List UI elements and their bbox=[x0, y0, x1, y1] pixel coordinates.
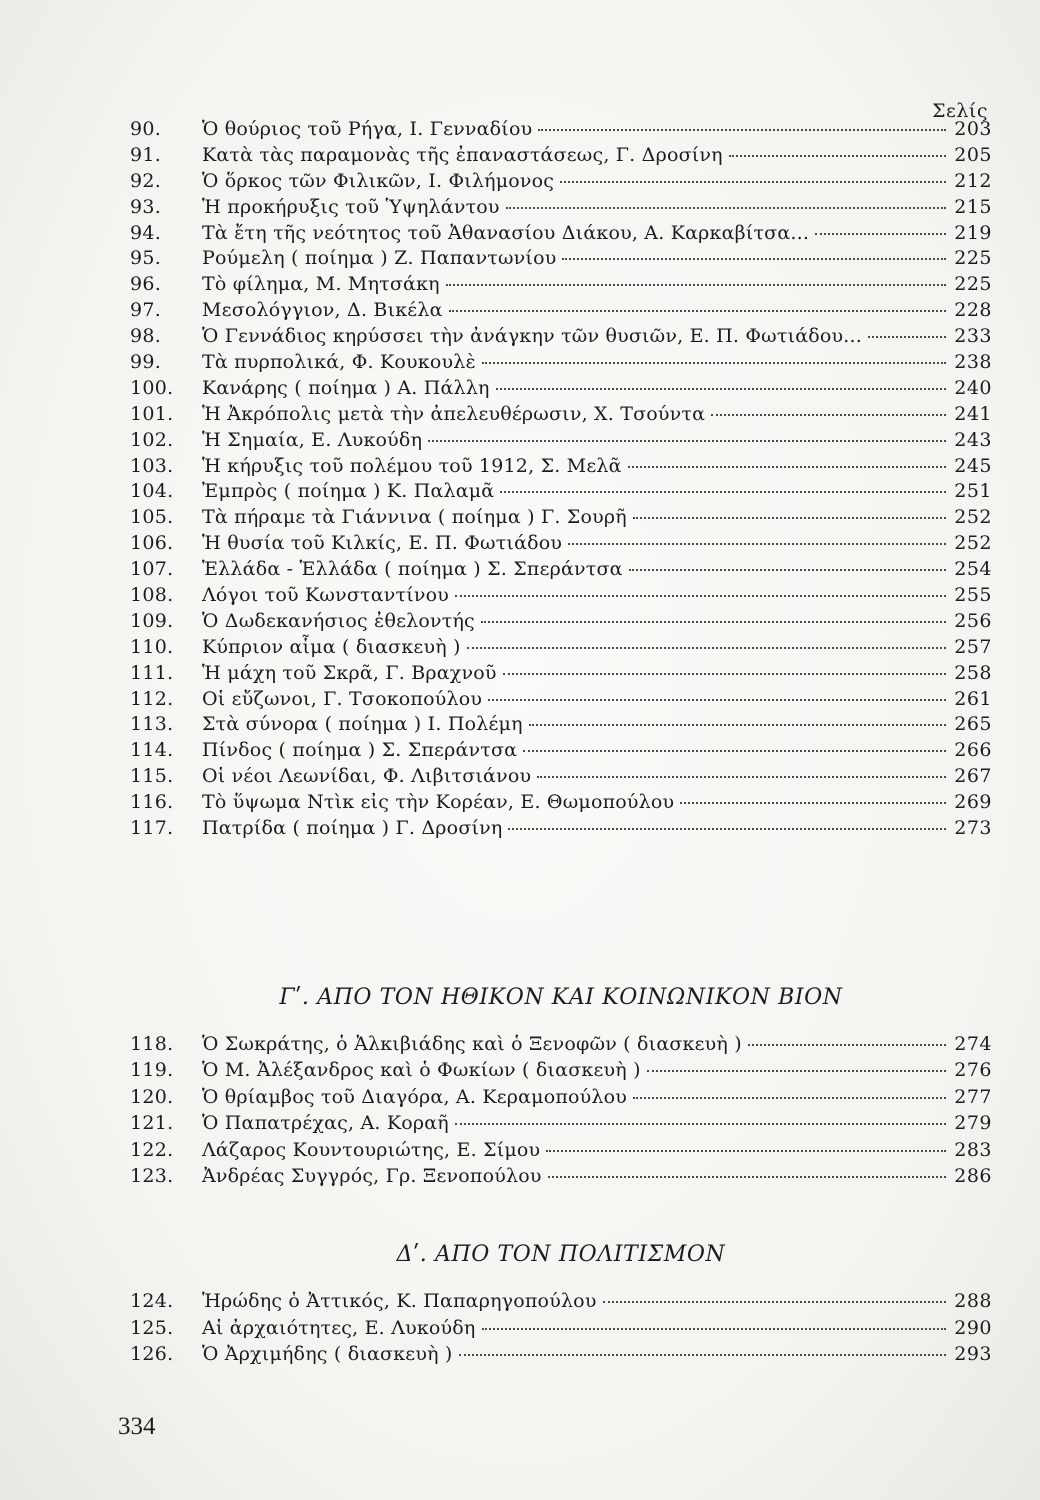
page-number: 334 bbox=[118, 1413, 156, 1440]
entry-number: 96. bbox=[130, 273, 162, 296]
entry-page-number: 276 bbox=[954, 1059, 992, 1082]
entry-number: 109. bbox=[130, 609, 174, 632]
entry-number: 115. bbox=[130, 765, 174, 788]
entry-page-number: 293 bbox=[954, 1343, 992, 1366]
dot-leader bbox=[629, 569, 946, 571]
entry-number: 117. bbox=[130, 817, 174, 840]
toc-entry bbox=[130, 558, 992, 584]
entry-title: Στὰ σύνορα ( ποίημα ) Ι. Πολέμη bbox=[202, 713, 523, 736]
entry-title: Τὸ ὕψωμα Ντὶκ εἰς τὴν Κορέαν, Ε. Θωμοπούλου bbox=[202, 791, 675, 814]
entry-number: 121. bbox=[130, 1112, 174, 1135]
entry-page-number: 225 bbox=[954, 273, 992, 296]
entry-number: 108. bbox=[130, 584, 174, 607]
dot-leader bbox=[647, 1070, 946, 1072]
toc-entry bbox=[130, 1317, 992, 1344]
dot-leader bbox=[529, 724, 946, 726]
entry-number: 113. bbox=[130, 713, 174, 736]
toc-entry bbox=[130, 325, 992, 351]
entry-title: Ἡ Ἀκρόπολις μετὰ τὴν ἀπελευθέρωσιν, Χ. Τσούντα bbox=[202, 402, 706, 425]
entry-number: 94. bbox=[130, 221, 162, 244]
toc-entry bbox=[130, 791, 992, 817]
entry-page-number: 283 bbox=[954, 1138, 992, 1161]
dot-leader bbox=[467, 647, 946, 649]
entry-number: 119. bbox=[130, 1059, 174, 1082]
page-column-header: Σελίς bbox=[932, 100, 988, 122]
entry-page-number: 265 bbox=[954, 713, 992, 736]
dot-leader bbox=[537, 776, 946, 778]
entry-page-number: 255 bbox=[954, 584, 992, 607]
entry-title: Ὁ Γεννάδιος κηρύσσει τὴν ἀνάγκην τῶν θυσιῶν, Ε. Π. Φωτιάδου... bbox=[202, 325, 863, 348]
entry-page-number: 233 bbox=[954, 325, 992, 348]
dot-leader bbox=[815, 233, 946, 235]
entry-title: Τὸ φίλημα, Μ. Μητσάκη bbox=[202, 273, 440, 296]
toc-entry bbox=[130, 1290, 992, 1317]
toc-entry bbox=[130, 1343, 992, 1370]
entry-page-number: 266 bbox=[954, 739, 992, 762]
toc-entry bbox=[130, 506, 992, 532]
entry-page-number: 256 bbox=[954, 609, 992, 632]
entry-title: Οἱ εὔζωνοι, Γ. Τσοκοπούλου bbox=[202, 687, 483, 710]
toc-entry bbox=[130, 170, 992, 196]
toc-entry bbox=[130, 662, 992, 688]
entry-title: Ἀνδρέας Συγγρός, Γρ. Ξενοπούλου bbox=[202, 1164, 542, 1187]
entry-page-number: 251 bbox=[954, 480, 992, 503]
dot-leader bbox=[482, 1328, 946, 1330]
toc-entry bbox=[130, 480, 992, 506]
entry-page-number: 261 bbox=[954, 687, 992, 710]
toc-entry bbox=[130, 636, 992, 662]
entry-title: Οἱ νέοι Λεωνίδαι, Φ. Λιβιτσιάνου bbox=[202, 765, 532, 788]
entry-page-number: 252 bbox=[954, 532, 992, 555]
entry-title: Ὁ ὅρκος τῶν Φιλικῶν, Ι. Φιλήμονος bbox=[202, 169, 555, 192]
dot-leader bbox=[455, 595, 946, 597]
entry-page-number: 286 bbox=[954, 1164, 992, 1187]
entry-page-number: 215 bbox=[954, 195, 992, 218]
dot-leader bbox=[500, 491, 946, 493]
entry-title: Ἡ θυσία τοῦ Κιλκίς, Ε. Π. Φωτιάδου bbox=[202, 532, 563, 555]
dot-leader bbox=[538, 129, 946, 131]
entry-number: 91. bbox=[130, 143, 162, 166]
dot-leader bbox=[446, 284, 946, 286]
entry-title: Μεσολόγγιον, Δ. Βικέλα bbox=[202, 299, 443, 322]
dot-leader bbox=[482, 362, 946, 364]
dot-leader bbox=[603, 1301, 946, 1303]
toc-entry bbox=[130, 688, 992, 714]
entry-title: Ἡ προκήρυξις τοῦ Ὑψηλάντου bbox=[202, 195, 500, 218]
dot-leader bbox=[449, 310, 946, 312]
dot-leader bbox=[729, 155, 946, 157]
entry-page-number: 288 bbox=[954, 1290, 992, 1312]
dot-leader bbox=[680, 802, 946, 804]
entry-title: Ἡρώδης ὁ Ἀττικός, Κ. Παπαρηγοπούλου bbox=[202, 1290, 597, 1312]
entry-page-number: 243 bbox=[954, 428, 992, 451]
toc-entry bbox=[130, 351, 992, 377]
entry-page-number: 252 bbox=[954, 506, 992, 529]
entry-page-number: 258 bbox=[954, 661, 992, 684]
dot-leader bbox=[455, 1123, 946, 1125]
entry-page-number: 290 bbox=[954, 1316, 992, 1339]
entry-page-number: 267 bbox=[954, 765, 992, 788]
toc-entry bbox=[130, 299, 992, 325]
entry-page-number: 241 bbox=[954, 402, 992, 425]
toc-entry bbox=[130, 765, 992, 791]
entry-title: Ὁ Ἀρχιμήδης ( διασκευὴ ) bbox=[202, 1343, 453, 1366]
entry-number: 107. bbox=[130, 558, 174, 581]
entry-title: Κύπριον αἷμα ( διασκευὴ ) bbox=[202, 635, 461, 658]
dot-leader bbox=[428, 440, 946, 442]
entry-page-number: 273 bbox=[954, 817, 992, 840]
entry-number: 122. bbox=[130, 1138, 174, 1161]
toc-entry bbox=[130, 403, 992, 429]
entry-number: 102. bbox=[130, 428, 174, 451]
entry-number: 123. bbox=[130, 1164, 174, 1187]
entry-page-number: 228 bbox=[954, 299, 992, 322]
dot-leader bbox=[562, 258, 946, 260]
entry-number: 101. bbox=[130, 402, 174, 425]
toc-entry bbox=[130, 273, 992, 299]
toc-entry bbox=[130, 455, 992, 481]
toc-entry bbox=[130, 739, 992, 765]
entry-title: Ὁ Μ. Ἀλέξανδρος καὶ ὁ Φωκίων ( διασκευὴ ) bbox=[202, 1059, 641, 1082]
toc-entry bbox=[130, 1059, 992, 1085]
entry-title: Τὰ πήραμε τὰ Γιάννινα ( ποίημα ) Γ. Σουρῆ bbox=[202, 506, 627, 529]
toc-section-3 bbox=[130, 1290, 992, 1370]
toc-entry bbox=[130, 1112, 992, 1138]
entry-number: 126. bbox=[130, 1343, 174, 1366]
entry-page-number: 245 bbox=[954, 454, 992, 477]
toc-entry bbox=[130, 429, 992, 455]
entry-title: Ἐμπρὸς ( ποίημα ) Κ. Παλαμᾶ bbox=[202, 480, 495, 503]
dot-leader bbox=[568, 543, 946, 545]
entry-number: 106. bbox=[130, 532, 174, 555]
entry-title: Ρούμελη ( ποίημα ) Ζ. Παπαντωνίου bbox=[202, 247, 557, 270]
entry-title: Αἱ ἀρχαιότητες, Ε. Λυκούδη bbox=[202, 1316, 476, 1339]
entry-number: 95. bbox=[130, 247, 162, 270]
entry-number: 116. bbox=[130, 791, 174, 814]
entry-page-number: 279 bbox=[954, 1112, 992, 1135]
toc-entry bbox=[130, 1086, 992, 1112]
entry-title: Ὁ Σωκράτης, ὁ Ἀλκιβιάδης καὶ ὁ Ξενοφῶν ( διασκευὴ ) bbox=[202, 1033, 742, 1055]
entry-number: 100. bbox=[130, 376, 174, 399]
toc-entry bbox=[130, 118, 992, 144]
section-heading-civilization: Δʹ. ΑΠΟ ΤΟΝ ΠΟΛΙΤΙΣΜΟΝ bbox=[396, 1242, 726, 1267]
entry-title: Ἡ μάχη τοῦ Σκρᾶ, Γ. Βραχνοῦ bbox=[202, 661, 497, 684]
section-heading-ethical-social: Γʹ. ΑΠΟ ΤΟΝ ΗΘΙΚΟΝ ΚΑΙ ΚΟΙΝΩΝΙΚΟΝ ΒΙΟΝ bbox=[279, 985, 843, 1010]
toc-entry bbox=[130, 247, 992, 273]
entry-title: Τὰ ἔτη τῆς νεότητος τοῦ Ἀθανασίου Διάκου, Α. Καρκαβίτσα... bbox=[202, 221, 810, 244]
toc-entry bbox=[130, 817, 992, 843]
dot-leader bbox=[496, 388, 946, 390]
toc-entry bbox=[130, 532, 992, 558]
toc-entry bbox=[130, 1033, 992, 1059]
entry-title: Ὁ Παπατρέχας, Α. Κοραῆ bbox=[202, 1112, 449, 1135]
entry-number: 93. bbox=[130, 195, 162, 218]
entry-title: Πίνδος ( ποίημα ) Σ. Σπεράντσα bbox=[202, 739, 518, 762]
dot-leader bbox=[523, 750, 946, 752]
dot-leader bbox=[711, 414, 946, 416]
entry-number: 90. bbox=[130, 118, 162, 140]
entry-number: 97. bbox=[130, 299, 162, 322]
entry-page-number: 238 bbox=[954, 351, 992, 374]
entry-title: Λάζαρος Κουντουριώτης, Ε. Σίμου bbox=[202, 1138, 541, 1161]
entry-page-number: 205 bbox=[954, 143, 992, 166]
toc-entry bbox=[130, 222, 992, 248]
toc-section-2 bbox=[130, 1033, 992, 1191]
dot-leader bbox=[633, 517, 946, 519]
toc-entry bbox=[130, 713, 992, 739]
dot-leader bbox=[508, 828, 946, 830]
entry-page-number: 269 bbox=[954, 791, 992, 814]
entry-title: Ἑλλάδα - Ἑλλάδα ( ποίημα ) Σ. Σπεράντσα bbox=[202, 558, 623, 581]
toc-section-1 bbox=[130, 118, 992, 843]
entry-number: 110. bbox=[130, 635, 174, 658]
entry-title: Λόγοι τοῦ Κωνσταντίνου bbox=[202, 584, 449, 607]
entry-title: Ὁ Δωδεκανήσιος ἐθελοντής bbox=[202, 609, 475, 632]
toc-entry bbox=[130, 377, 992, 403]
entry-number: 118. bbox=[130, 1033, 174, 1055]
dot-leader bbox=[560, 181, 946, 183]
entry-page-number: 240 bbox=[954, 376, 992, 399]
toc-entry bbox=[130, 1165, 992, 1191]
dot-leader bbox=[868, 336, 946, 338]
dot-leader bbox=[548, 1176, 946, 1178]
dot-leader bbox=[546, 1150, 946, 1152]
entry-number: 98. bbox=[130, 325, 162, 348]
toc-entry bbox=[130, 1139, 992, 1165]
entry-title: Ὁ θρίαμβος τοῦ Διαγόρα, Α. Κεραμοπούλου bbox=[202, 1085, 628, 1108]
entry-page-number: 254 bbox=[954, 558, 992, 581]
entry-page-number: 203 bbox=[954, 118, 992, 140]
entry-title: Ἡ κήρυξις τοῦ πολέμου τοῦ 1912, Σ. Μελᾶ bbox=[202, 454, 622, 477]
dot-leader bbox=[488, 699, 946, 701]
entry-title: Κανάρης ( ποίημα ) Α. Πάλλη bbox=[202, 376, 490, 399]
entry-title: Τὰ πυρπολικά, Φ. Κουκουλὲ bbox=[202, 351, 476, 374]
toc-entry bbox=[130, 196, 992, 222]
entry-number: 105. bbox=[130, 506, 174, 529]
dot-leader bbox=[506, 207, 946, 209]
entry-number: 111. bbox=[130, 661, 174, 684]
entry-number: 120. bbox=[130, 1085, 174, 1108]
entry-number: 104. bbox=[130, 480, 174, 503]
dot-leader bbox=[459, 1354, 946, 1356]
dot-leader bbox=[748, 1044, 946, 1046]
dot-leader bbox=[633, 1097, 946, 1099]
entry-page-number: 277 bbox=[954, 1085, 992, 1108]
entry-number: 99. bbox=[130, 351, 162, 374]
entry-page-number: 219 bbox=[954, 221, 992, 244]
toc-entry bbox=[130, 610, 992, 636]
entry-title: Πατρίδα ( ποίημα ) Γ. Δροσίνη bbox=[202, 817, 503, 840]
entry-page-number: 274 bbox=[954, 1033, 992, 1055]
entry-page-number: 225 bbox=[954, 247, 992, 270]
entry-title: Ὁ θούριος τοῦ Ρήγα, Ι. Γενναδίου bbox=[202, 118, 533, 140]
entry-number: 124. bbox=[130, 1290, 174, 1312]
entry-title: Κατὰ τὰς παραμονὰς τῆς ἐπαναστάσεως, Γ. Δροσίνη bbox=[202, 143, 723, 166]
toc-entry bbox=[130, 144, 992, 170]
toc-entry bbox=[130, 584, 992, 610]
entry-number: 112. bbox=[130, 687, 174, 710]
entry-number: 92. bbox=[130, 169, 162, 192]
entry-number: 103. bbox=[130, 454, 174, 477]
entry-number: 125. bbox=[130, 1316, 174, 1339]
entry-number: 114. bbox=[130, 739, 174, 762]
dot-leader bbox=[481, 621, 946, 623]
entry-title: Ἡ Σημαία, Ε. Λυκούδη bbox=[202, 428, 423, 451]
entry-page-number: 212 bbox=[954, 169, 992, 192]
dot-leader bbox=[628, 466, 946, 468]
entry-page-number: 257 bbox=[954, 635, 992, 658]
dot-leader bbox=[503, 673, 946, 675]
